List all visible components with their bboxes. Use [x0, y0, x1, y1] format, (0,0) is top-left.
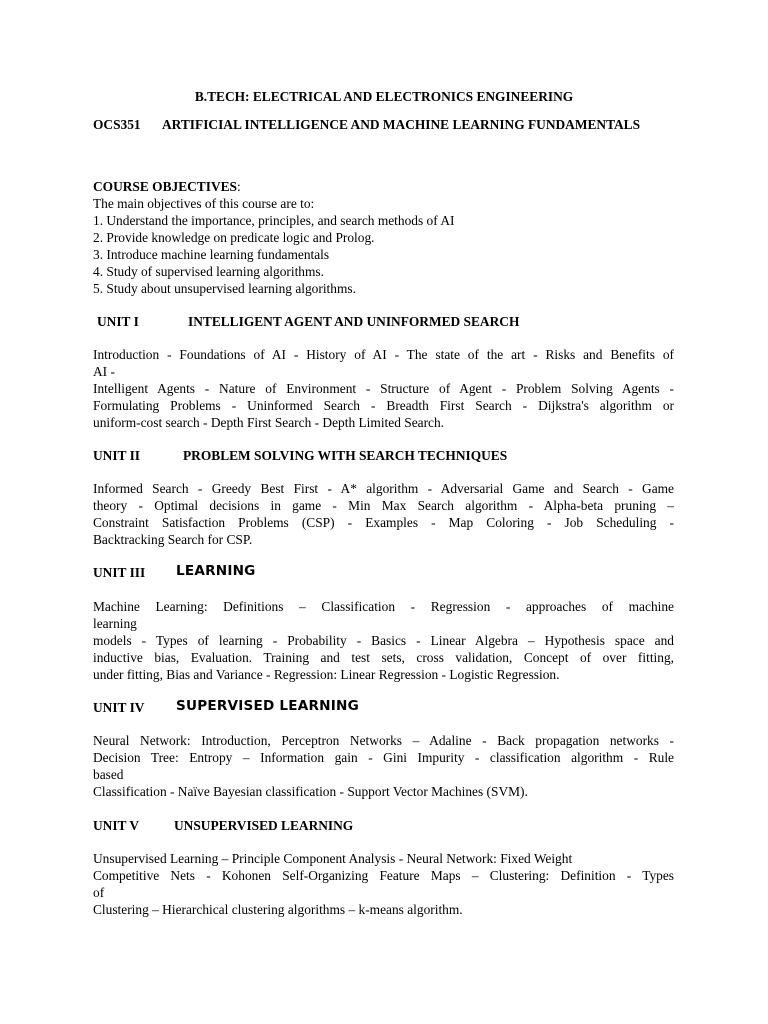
unit-title: INTELLIGENT AGENT AND UNINFORMED SEARCH — [188, 314, 520, 329]
unit-content-line: based — [93, 767, 124, 782]
objectives-heading: COURSE OBJECTIVES — [93, 179, 237, 194]
unit-content — [93, 850, 674, 918]
unit-content-line: Backtracking Search for CSP. — [93, 532, 253, 547]
unit-content-line: Machine Learning: Definitions – Classification - Regression - approaches of machine — [93, 599, 674, 614]
objective-item: 3. Introduce machine learning fundamentals — [93, 247, 330, 262]
unit-content-line: Intelligent Agents - Nature of Environment - Structure of Agent - Problem Solving Agents - — [93, 381, 674, 396]
objective-item: 4. Study of supervised learning algorithms. — [93, 264, 324, 279]
unit-content-line: theory - Optimal decisions in game - Min Max Search algorithm - Alpha-beta pruning – — [93, 498, 674, 513]
unit-content-line: Clustering – Hierarchical clustering algorithms – k-means algorithm. — [93, 902, 463, 917]
unit-content-line: of — [93, 885, 105, 900]
course-title: ARTIFICIAL INTELLIGENCE AND MACHINE LEARNING FUNDAMENTALS — [162, 117, 641, 132]
unit-number: UNIT IV — [93, 700, 145, 715]
unit-number: UNIT III — [93, 565, 146, 580]
unit-content-line: Decision Tree: Entropy – Information gain - Gini Impurity - classification algorithm - Rule — [93, 750, 674, 765]
objectives-heading-line — [93, 178, 241, 195]
unit-content-line: Unsupervised Learning – Principle Component Analysis - Neural Network: Fixed Weight — [93, 851, 573, 866]
unit-content-line: Formulating Problems - Uninformed Search - Breadth First Search - Dijkstra's algorithm or — [93, 398, 674, 413]
program-title: B.TECH: ELECTRICAL AND ELECTRONICS ENGINEERING — [194, 89, 574, 104]
unit-content-line: learning — [93, 616, 137, 631]
unit-number: UNIT II — [93, 448, 141, 463]
unit-content-line: Constraint Satisfaction Problems (CSP) - Examples - Map Coloring - Job Scheduling - — [93, 515, 674, 530]
unit-content-line: Classification - Naïve Bayesian classification - Support Vector Machines (SVM). — [93, 784, 528, 799]
unit-content — [93, 732, 674, 800]
unit-content-line: Introduction - Foundations of AI - History of AI - The state of the art - Risks and Benefits of — [93, 347, 674, 362]
objective-item: 5. Study about unsupervised learning algorithms. — [93, 281, 356, 296]
unit-number: UNIT V — [93, 818, 140, 833]
unit-content-line: under fitting, Bias and Variance - Regression: Linear Regression - Logistic Regression. — [93, 667, 560, 682]
unit-content-line: Competitive Nets - Kohonen Self-Organizing Feature Maps – Clustering: Definition - Types — [93, 868, 674, 883]
unit-content-line: Neural Network: Introduction, Perceptron Networks – Adaline - Back propagation networks - — [93, 733, 674, 748]
unit-content — [93, 598, 674, 683]
unit-title: PROBLEM SOLVING WITH SEARCH TECHNIQUES — [183, 448, 508, 463]
objectives-colon: : — [237, 179, 241, 194]
objective-item: 1. Understand the importance, principles, and search methods of AI — [93, 213, 455, 228]
unit-title: UNSUPERVISED LEARNING — [174, 818, 354, 833]
unit-content-line: uniform-cost search - Depth First Search - Depth Limited Search. — [93, 415, 445, 430]
unit-title: LEARNING — [176, 563, 256, 579]
unit-content-line: models - Types of learning - Probability - Basics - Linear Algebra – Hypothesis space and — [93, 633, 674, 648]
unit-title: SUPERVISED LEARNING — [176, 698, 359, 714]
unit-content — [93, 346, 674, 431]
unit-content-line: Informed Search - Greedy Best First - A* algorithm - Adversarial Game and Search - Game — [93, 481, 674, 496]
unit-content-line: inductive bias, Evaluation. Training and test sets, cross validation, Concept of over fitting, — [93, 650, 674, 665]
unit-content-line: AI - — [93, 364, 115, 379]
unit-content — [93, 480, 674, 548]
unit-number: UNIT I — [97, 314, 139, 329]
objective-item: 2. Provide knowledge on predicate logic and Prolog. — [93, 230, 375, 245]
course-code: OCS351 — [93, 117, 141, 132]
objectives-intro: The main objectives of this course are to: — [93, 196, 315, 211]
